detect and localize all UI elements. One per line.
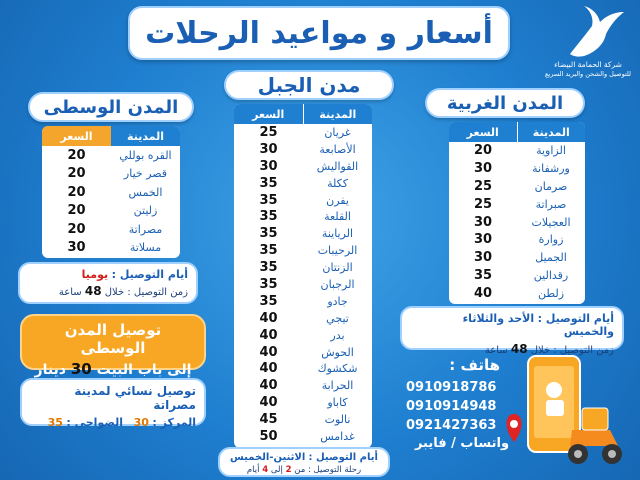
women-suburbs-label: الضواحي : bbox=[66, 416, 124, 429]
mountain-table-row bbox=[234, 276, 372, 293]
middle-city-cell: مصراتة bbox=[128, 222, 163, 236]
mountain-price-header: السعر bbox=[234, 104, 304, 124]
west-city-cell: الجميل bbox=[535, 251, 567, 265]
west-price-cell: 30 bbox=[473, 232, 493, 248]
mountain-city-cell: الرحيبات bbox=[317, 244, 358, 258]
west-table-row bbox=[449, 178, 585, 196]
women-delivery-box bbox=[20, 378, 206, 429]
mountain-price-cell: 40 bbox=[259, 310, 278, 326]
mountain-table-row bbox=[234, 411, 372, 428]
home-delivery-num: 30 bbox=[70, 360, 92, 378]
mountain-table-row bbox=[234, 124, 372, 141]
page-title-box bbox=[128, 6, 510, 60]
delivery-scooter-icon bbox=[500, 350, 638, 476]
middle-days-label: أيام التوصيل : bbox=[111, 268, 188, 281]
mountain-title-box bbox=[224, 70, 394, 100]
west-city-cell: صرمان bbox=[534, 179, 568, 193]
mountain-trip-num2: 4 bbox=[262, 465, 269, 475]
west-title-box bbox=[425, 88, 585, 118]
west-info-box bbox=[400, 306, 624, 356]
mountain-table-row bbox=[234, 428, 372, 445]
west-table-row bbox=[449, 267, 585, 285]
middle-table-row bbox=[42, 183, 180, 202]
west-table-row bbox=[449, 142, 585, 160]
west-time-num: 48 bbox=[510, 342, 528, 356]
west-time-label: زمن التوصيل : bbox=[553, 345, 614, 356]
mountain-price-cell: 35 bbox=[259, 192, 278, 208]
women-center-label: المركز : bbox=[152, 416, 196, 429]
middle-days-value: يوميا bbox=[81, 268, 109, 281]
mountain-price-cell: 35 bbox=[259, 260, 278, 276]
mountain-price-cell: 35 bbox=[259, 209, 278, 225]
mountain-table bbox=[234, 104, 372, 448]
west-table-row bbox=[449, 284, 585, 302]
mountain-price-cell: 35 bbox=[259, 276, 278, 292]
mountain-city-cell: غريان bbox=[324, 125, 351, 139]
mountain-city-cell: كاباو bbox=[327, 396, 348, 410]
mountain-price-cell: 45 bbox=[259, 412, 278, 428]
middle-time-prefix: خلال bbox=[104, 287, 125, 298]
mountain-price-cell: 30 bbox=[259, 158, 278, 174]
middle-table-row bbox=[42, 146, 180, 165]
company-logo bbox=[540, 4, 636, 84]
mountain-price-cell: 40 bbox=[259, 327, 278, 343]
middle-city-cell: مسلاتة bbox=[129, 241, 162, 255]
mountain-price-cell: 40 bbox=[259, 361, 278, 377]
mountain-table-row bbox=[234, 141, 372, 158]
mountain-table-row bbox=[234, 394, 372, 411]
mountain-price-cell: 40 bbox=[259, 378, 278, 394]
mountain-info-box bbox=[218, 447, 390, 477]
mountain-table-row bbox=[234, 310, 372, 327]
mountain-city-cell: الأصابعة bbox=[319, 142, 356, 156]
middle-time-num: 48 bbox=[84, 284, 102, 298]
middle-price-cell: 20 bbox=[67, 203, 86, 219]
mountain-table-header bbox=[234, 104, 372, 124]
west-time-prefix: خلال bbox=[530, 345, 551, 356]
west-city-cell: رقدالين bbox=[533, 268, 569, 282]
west-table-row bbox=[449, 213, 585, 231]
mountain-days-label: أيام التوصيل : bbox=[308, 452, 378, 463]
mountain-table-row bbox=[234, 259, 372, 276]
phone-label: هاتف : bbox=[449, 356, 500, 374]
west-price-cell: 30 bbox=[473, 161, 493, 177]
apps-label: واتساب / فايبر bbox=[414, 436, 510, 451]
middle-price-cell: 30 bbox=[67, 240, 86, 256]
middle-time-label: زمن التوصيل : bbox=[127, 287, 188, 298]
west-days-value: الأحد والثلاثاء والخميس bbox=[462, 312, 614, 338]
middle-title: المدن الوسطى bbox=[43, 96, 179, 118]
west-title: المدن الغربية bbox=[446, 92, 564, 114]
mountain-city-cell: جادو bbox=[327, 294, 348, 308]
west-city-cell: الزاوية bbox=[536, 144, 566, 158]
mountain-price-cell: 35 bbox=[259, 293, 278, 309]
middle-price-cell: 20 bbox=[67, 221, 86, 237]
middle-table-header bbox=[42, 126, 180, 146]
home-delivery-line1: توصيل المدن الوسطى bbox=[64, 321, 162, 357]
west-city-header: المدينة bbox=[518, 122, 586, 142]
middle-table-row bbox=[42, 239, 180, 258]
middle-table-row bbox=[42, 220, 180, 239]
mountain-city-cell: شكشوك bbox=[317, 362, 358, 376]
women-center-num: 30 bbox=[133, 416, 149, 429]
west-price-cell: 30 bbox=[473, 214, 493, 230]
west-table-header bbox=[449, 122, 585, 142]
mountain-trip-num1: 2 bbox=[285, 465, 292, 475]
middle-table bbox=[42, 126, 180, 258]
west-price-cell: 40 bbox=[473, 285, 493, 301]
middle-price-cell: 20 bbox=[67, 166, 86, 182]
west-city-cell: العجيلات bbox=[531, 215, 571, 229]
mountain-days-value: الاثنين-الخميس bbox=[230, 452, 306, 463]
middle-title-box bbox=[28, 92, 194, 122]
home-delivery-unit: دينار bbox=[34, 362, 66, 378]
middle-table-row bbox=[42, 202, 180, 221]
mountain-city-cell: ككلة bbox=[327, 176, 348, 190]
mountain-city-cell: الحرابة bbox=[321, 379, 354, 393]
west-price-cell: 25 bbox=[473, 196, 493, 212]
mountain-trip-from: من bbox=[294, 465, 306, 475]
mountain-table-row bbox=[234, 175, 372, 192]
middle-table-row bbox=[42, 165, 180, 184]
mountain-price-cell: 35 bbox=[259, 243, 278, 259]
west-price-cell: 35 bbox=[473, 267, 493, 283]
middle-price-cell: 20 bbox=[67, 147, 86, 163]
home-delivery-prefix: إلى باب البيت bbox=[96, 362, 192, 378]
west-price-header: السعر bbox=[449, 122, 518, 142]
mountain-trip-to: إلى bbox=[270, 465, 283, 475]
west-table-row bbox=[449, 160, 585, 178]
company-tagline: للتوصيل والشحن والبريد السريع bbox=[544, 70, 632, 78]
mountain-city-cell: الرياينة bbox=[321, 227, 354, 241]
mountain-price-cell: 50 bbox=[259, 428, 278, 444]
west-time-unit: ساعة bbox=[484, 345, 508, 356]
mountain-price-cell: 40 bbox=[259, 395, 278, 411]
mountain-table-row bbox=[234, 158, 372, 175]
mountain-table-row bbox=[234, 225, 372, 242]
west-price-cell: 20 bbox=[473, 143, 493, 159]
west-price-cell: 30 bbox=[473, 250, 493, 266]
mountain-table-row bbox=[234, 360, 372, 377]
middle-price-cell: 20 bbox=[67, 184, 86, 200]
middle-price-header: السعر bbox=[42, 126, 111, 146]
middle-city-cell: قصر خيار bbox=[123, 167, 168, 181]
mountain-price-cell: 30 bbox=[259, 141, 278, 157]
middle-time-unit: ساعة bbox=[58, 287, 82, 298]
mountain-price-cell: 35 bbox=[259, 226, 278, 242]
women-suburbs-num: 35 bbox=[47, 416, 63, 429]
mountain-city-cell: تيجي bbox=[326, 311, 349, 325]
mountain-city-cell: القلعة bbox=[324, 210, 351, 224]
mountain-table-row bbox=[234, 377, 372, 394]
west-city-cell: زلطن bbox=[537, 286, 565, 300]
mountain-city-cell: الرجبان bbox=[320, 277, 355, 291]
dove-icon bbox=[540, 4, 636, 60]
mountain-city-cell: نالوت bbox=[324, 413, 351, 427]
mountain-city-header: المدينة bbox=[304, 104, 373, 124]
mountain-city-cell: بدر bbox=[330, 328, 345, 342]
mountain-trip-label: رحلة التوصيل : bbox=[307, 465, 362, 475]
west-days-label: أيام التوصيل : bbox=[537, 312, 614, 325]
west-city-cell: صبراتة bbox=[535, 197, 567, 211]
mountain-table-row bbox=[234, 327, 372, 344]
mountain-city-cell: يفرن bbox=[326, 193, 349, 207]
middle-city-cell: القره بوللي bbox=[119, 148, 172, 162]
mountain-city-cell: الزنتان bbox=[322, 261, 353, 275]
middle-city-header: المدينة bbox=[111, 126, 180, 146]
mountain-title: مدن الجبل bbox=[257, 73, 361, 97]
company-name: شركة الحمامة البيضاء bbox=[554, 60, 622, 69]
mountain-city-cell: الحوش bbox=[321, 345, 354, 359]
phone-number-1[interactable]: 0910918786 bbox=[406, 380, 497, 395]
mountain-trip-unit: أيام bbox=[246, 465, 260, 475]
west-city-cell: ورشفانة bbox=[532, 162, 570, 176]
mountain-city-cell: القواليش bbox=[316, 159, 359, 173]
mountain-price-cell: 40 bbox=[259, 344, 278, 360]
page-title: أسعار و مواعيد الرحلات bbox=[145, 15, 493, 51]
middle-info-box bbox=[18, 262, 198, 304]
mountain-table-row bbox=[234, 208, 372, 225]
phone-number-3[interactable]: 0921427363 bbox=[406, 418, 497, 433]
west-table-row bbox=[449, 195, 585, 213]
mountain-table-row bbox=[234, 344, 372, 361]
women-delivery-title: توصيل نسائي لمدينة مصراتة bbox=[74, 384, 196, 412]
mountain-table-row bbox=[234, 242, 372, 259]
west-table-row bbox=[449, 231, 585, 249]
mountain-table-row bbox=[234, 293, 372, 310]
middle-city-cell: الخمس bbox=[128, 185, 163, 199]
west-table-row bbox=[449, 249, 585, 267]
delivery-illustration bbox=[500, 350, 638, 476]
phone-number-2[interactable]: 0910914948 bbox=[406, 399, 497, 414]
mountain-city-cell: غدامس bbox=[320, 429, 355, 443]
west-city-cell: زوارة bbox=[538, 233, 564, 247]
mountain-price-cell: 35 bbox=[259, 175, 278, 191]
mountain-price-cell: 25 bbox=[259, 124, 278, 140]
mountain-table-row bbox=[234, 192, 372, 209]
home-delivery-box bbox=[20, 314, 206, 378]
middle-city-cell: زليتن bbox=[133, 204, 158, 218]
west-table bbox=[449, 122, 585, 304]
west-price-cell: 25 bbox=[473, 178, 493, 194]
